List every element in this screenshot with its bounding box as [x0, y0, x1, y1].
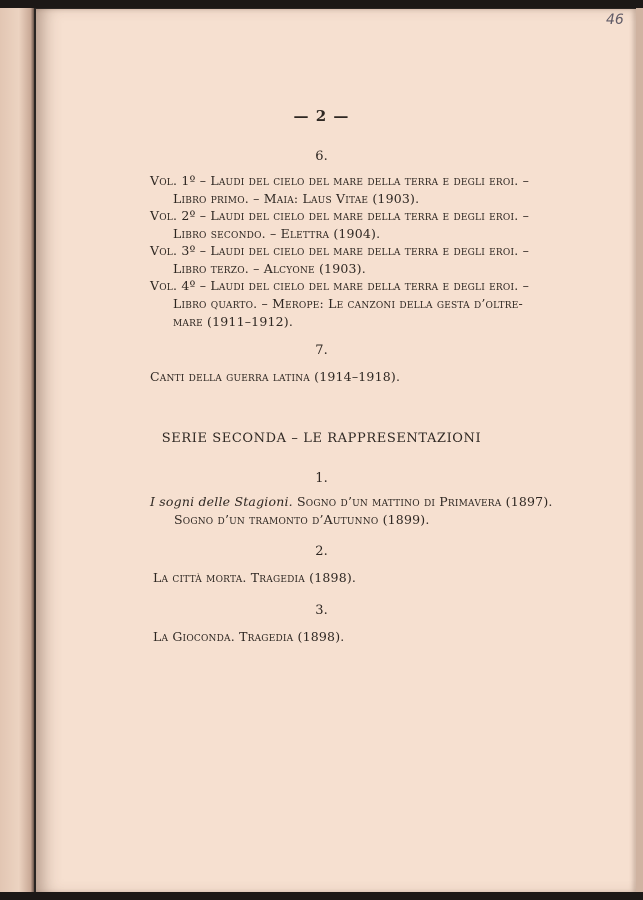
page-number: — 2 — — [293, 107, 350, 125]
section-title-series-two: SERIE SECONDA – LE RAPPRESENTAZIONI — [161, 431, 482, 446]
entry-vol1-line2: Libro primo. – Maia: Laus Vitae (1903). — [173, 191, 420, 206]
entry-vol2-line1: Vol. 2º – Laudi del cielo del mare della terra e degli eroi. – — [150, 208, 530, 223]
entry-vol4-line3: mare (1911–1912). — [173, 314, 294, 329]
entry-vol3-line2: Libro terzo. – Alcyone (1903). — [173, 261, 366, 276]
entry-sogni-stagioni-rest: Sogno d’un mattino di Primavera (1897). — [292, 494, 553, 509]
entry-vol4-line1: Vol. 4º – Laudi del cielo del mare della terra e degli eroi. – — [150, 278, 530, 293]
group-number-1: 1. — [315, 471, 328, 486]
entry-vol4-line2: Libro quarto. – Merope: Le canzoni della gesta d’oltre- — [173, 296, 523, 311]
group-number-6: 6. — [315, 149, 328, 164]
scan-border-bottom — [0, 892, 643, 900]
scan-border-top — [0, 0, 643, 8]
entry-sogni-stagioni-line1 — [150, 496, 553, 509]
entry-vol2-line2: Libro secondo. – Elettra (1904). — [173, 226, 381, 241]
entry-canti-guerra-latina: Canti della guerra latina (1914–1918). — [150, 369, 401, 384]
page-edge-right — [636, 8, 643, 892]
entry-sogni-stagioni-title: I sogni delle Stagioni. — [150, 494, 293, 509]
entry-sogni-stagioni-line2: Sogno d’un tramonto d’Autunno (1899). — [174, 512, 430, 527]
entry-vol3-line1: Vol. 3º – Laudi del cielo del mare della terra e degli eroi. – — [150, 243, 530, 258]
group-number-7: 7. — [315, 343, 328, 358]
document-page — [36, 9, 636, 893]
entry-gioconda: La Gioconda. Tragedia (1898). — [153, 629, 345, 644]
handwritten-page-annotation: 46 — [606, 12, 624, 28]
group-number-2: 2. — [315, 544, 328, 559]
group-number-3: 3. — [315, 603, 328, 618]
entry-vol1-line1: Vol. 1º – Laudi del cielo del mare della terra e degli eroi. – — [150, 173, 530, 188]
entry-citta-morta: La città morta. Tragedia (1898). — [153, 570, 357, 585]
facing-page-edge — [0, 8, 34, 892]
